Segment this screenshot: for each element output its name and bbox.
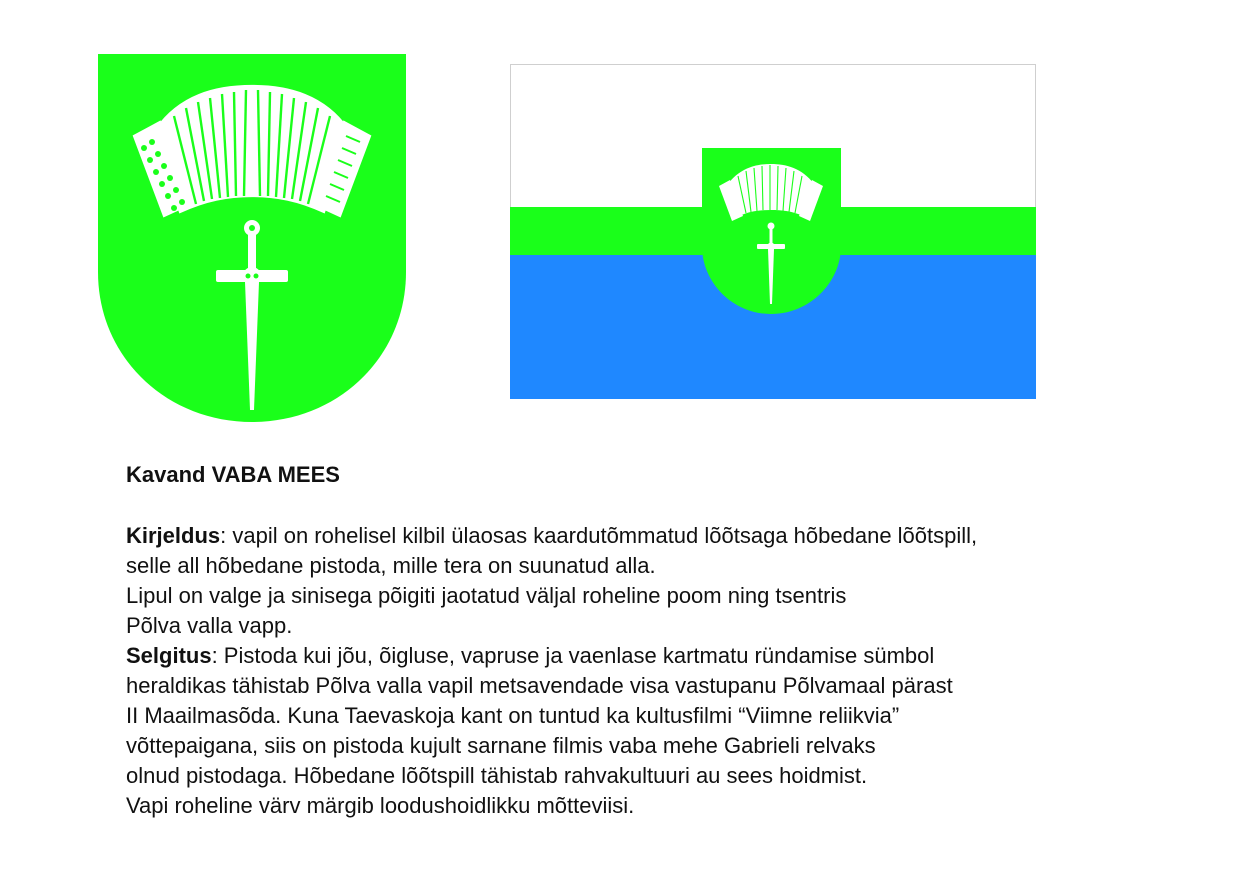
page-title: Kavand VABA MEES [126,462,340,487]
explanation-line-4: võttepaigana, siis on pistoda kujult sarnane filmis vaba mehe Gabrieli relvaks [126,733,876,758]
explanation-label: Selgitus [126,643,212,668]
description-line-4: Põlva valla vapp. [126,613,293,638]
explanation-line-6: Vapi roheline värv märgib loodushoidlikku mõtteviisi. [126,793,635,818]
flag-icon [510,64,1036,399]
description-label: Kirjeldus [126,523,221,548]
explanation-line-1: Selgitus: Pistoda kui jõu, õigluse, vapruse ja vaenlase kartmatu ründamise sümbol [126,643,935,668]
description-line-3: Lipul on valge ja sinisega põigiti jaotatud väljal roheline poom ning tsentris [126,583,847,608]
document-body [126,521,1206,821]
explanation-line-5: olnud pistodaga. Hõbedane lõõtspill tähistab rahvakultuuri au sees hoidmist. [126,763,868,788]
coat-of-arms-shield-icon [98,54,406,422]
description-line-2: selle all hõbedane pistoda, mille tera on suunatud alla. [126,553,656,578]
explanation-line-3: II Maailmasõda. Kuna Taevaskoja kant on tuntud ka kultusfilmi “Viimne reliikvia” [126,703,900,728]
description-line-1: Kirjeldus: vapil on rohelisel kilbil ülaosas kaardutõmmatud lõõtsaga hõbedane lõõtspill, [126,523,978,548]
explanation-line-2: heraldikas tähistab Põlva valla vapil metsavendade visa vastupanu Põlvamaal pärast [126,673,953,698]
